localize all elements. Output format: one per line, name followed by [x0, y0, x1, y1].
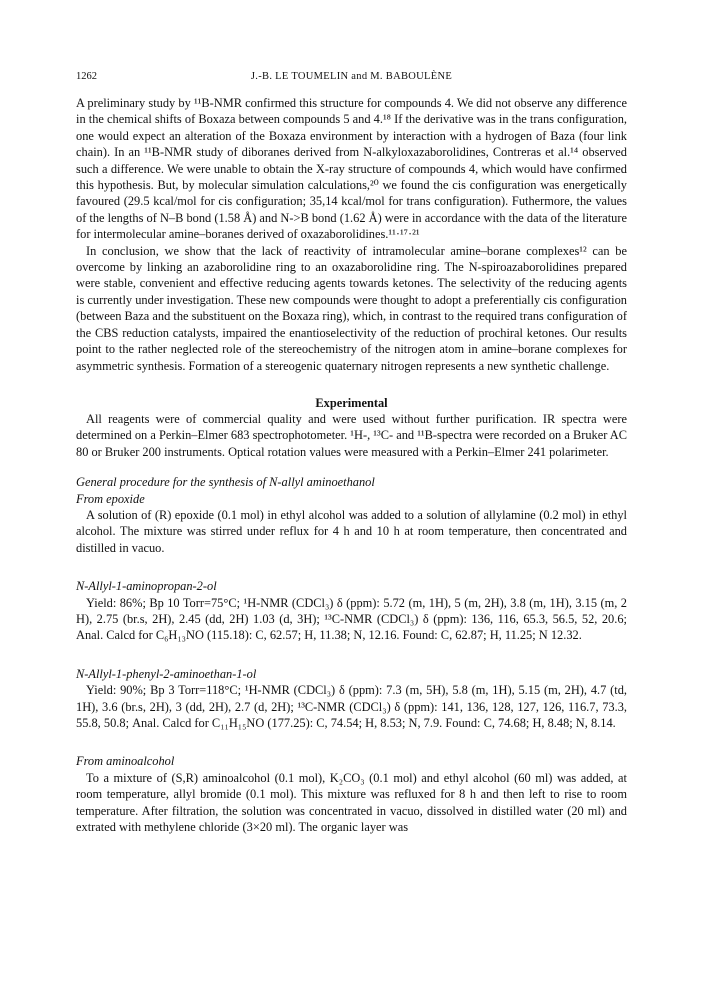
general-procedure-title	[76, 474, 627, 490]
from-epoxide-title	[76, 491, 627, 507]
from-aminoalcohol-title	[76, 753, 627, 769]
compound-2-title-text: N-Allyl-1-phenyl-2-aminoethan-1-ol	[76, 666, 257, 681]
conclusion-paragraph: In conclusion, we show that the lack of reactivity of intramolecular amine–borane complexes¹² can be overcome by linking an azaborolidine ring to an oxazaborolidine ring. The N-spiroazaborolidines prepared were stable, convenient and effective reducing agents towards ketones. The selectivity of the reducing agents is currently under investigation. These new compounds were thought to adopt a preferentially cis configuration (between Baza and the substituent on the Boxaza ring), which, in contrast to the required trans configuration of the CBS reduction catalysts, impaired the enantioselectivity of the reduction of prochiral ketones. Our results point to the rather neglected role of the stereochemistry of the nitrogen atom in amine–borane complexes for asymmetric synthesis. Formation of a stereogenic quaternary nitrogen represents a new synthetic challenge.	[76, 243, 627, 373]
from-epoxide-paragraph: A solution of (R) epoxide (0.1 mol) in ethyl alcohol was added to a solution of allylamine (0.2 mol) in ethyl alcohol. The mixture was stirred under reflux for 4 h and 10 h at room temperature, then concentrated and distilled in vacuo.	[76, 507, 627, 555]
from-epoxide-title-text: From epoxide	[76, 491, 145, 506]
compound-2-data: Yield: 90%; Bp 3 Torr=118°C; ¹H-NMR (CDCl₃) δ (ppm): 7.3 (m, 5H), 5.8 (m, 1H), 5.15 (m, 2H), 4.7 (td, 1H), 3.6 (br.s, 2H), 3 (dd, 2H), 2.7 (d, 2H); ¹³C-NMR (CDCl₃) δ (ppm): 141, 136, 128, 127, 126, 116.7, 73.3, 55.8, 50.8; Anal. Calcd for C₁₁H₁₅NO (177.25): C, 74.54; H, 8.53; N, 7.9. Found: C, 74.68; H, 8.48; N, 8.14.	[76, 683, 627, 730]
compound-2-title	[76, 666, 627, 682]
page-number: 1262	[76, 71, 97, 82]
from-aminoalcohol-title-text: From aminoalcohol	[76, 754, 175, 769]
experimental-heading: Experimental	[315, 395, 388, 410]
compound-1-data: Yield: 86%; Bp 10 Torr=75°C; ¹H-NMR (CDCl₃) δ (ppm): 5.72 (m, 1H), 5 (m, 2H), 3.8 (m, 1H), 3.15 (m, 2 H), 2.75 (br.s, 2H), 2.45 (dd, 2H) 1.03 (d, 3H); ¹³C-NMR (CDCl₃) δ (ppm): 136, 116, 65.3, 56.5, 52, 20.6; Anal. Calcd for C₆H₁₃NO (115.18): C, 62.57; H, 11.38; N, 12.16. Found: C, 62.87; H, 11.25; N 12.32.	[76, 595, 627, 643]
compound-1-title	[76, 578, 627, 594]
journal-page	[76, 71, 627, 835]
intro-paragraph: A preliminary study by ¹¹B-NMR confirmed this structure for compounds 4. We did not observe any difference in the chemical shifts of Boxaza between compounds 5 and 4.¹⁸ If the derivative was in the trans configuration, one would expect an alteration of the Boxaza environment by interaction with a hydrogen of Baza (four link chain). In an ¹¹B-NMR study of diboranes derived from N-alkyloxazaborolidines, Contreras et al.¹⁴ observed such a difference. We were unable to obtain the X-ray structure of compounds 4, which would have confirmed this hypothesis. But, by molecular simulation calculations,²⁰ we found the cis configuration was energetically favoured (29.5 kcal/mol for cis configuration; 35,14 kcal/mol for trans configuration). Futhermore, the values of the lengths of N–B bond (1.58 Å) and N->B bond (1.62 Å) were in accordance with the data of the literature for intermolecular amine–boranes derived of oxazaborolidines.¹¹·¹⁷·²¹	[76, 96, 627, 242]
page-header	[76, 71, 627, 87]
general-procedure-title-text: General procedure for the synthesis of N-allyl aminoethanol	[76, 475, 375, 490]
experimental-intro: All reagents were of commercial quality and were used without further purification. IR spectra were determined on a Perkin–Elmer 683 spectrophotometer. ¹H-, ¹³C- and ¹¹B-spectra were recorded on a Bruker AC 80 or Bruker 200 instruments. Optical rotation values were measured with a Perkin–Elmer 241 polarimeter.	[76, 411, 627, 459]
from-aminoalcohol-paragraph: To a mixture of (S,R) aminoalcohol (0.1 mol), K₂CO₃ (0.1 mol) and ethyl alcohol (60 ml) was added, at room temperature, allyl bromide (0.1 mol). This mixture was refluxed for 8 h and then left to rise to room temperature. After filtration, the solution was concentrated in vacuo, dissolved in distilled water (20 ml) and extrated with methylene chloride (3×20 ml). The organic layer was	[76, 770, 627, 835]
running-head: J.-B. LE TOUMELIN and M. BABOULÈNE	[250, 71, 453, 82]
compound-1-title-text: N-Allyl-1-aminopropan-2-ol	[76, 579, 217, 594]
